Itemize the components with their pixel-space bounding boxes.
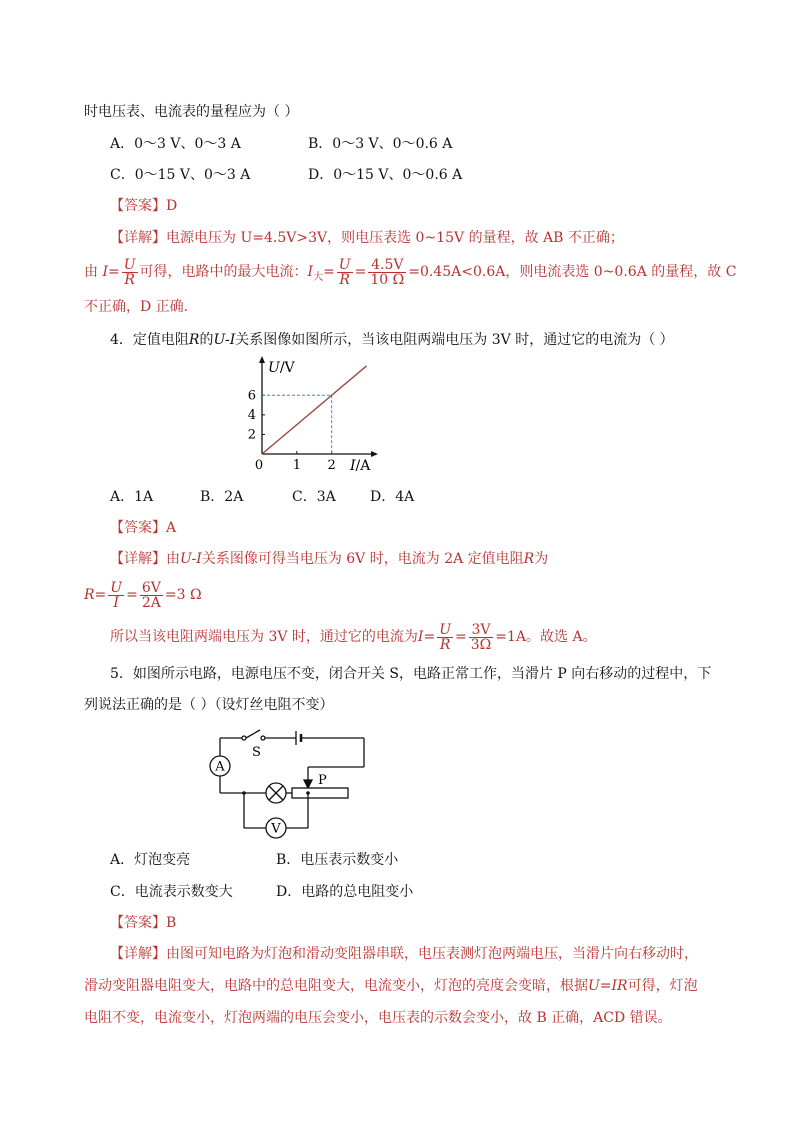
y-axis-arrow-icon [259,356,265,363]
q5-answer [110,913,176,933]
detail-text: =0.45A<0.6A，则电流表选 0~0.6A 的量程，故 C [408,264,737,280]
rheostat-icon [292,788,348,798]
switch-blade-icon [246,730,260,738]
answer-value: A [166,520,177,536]
y-tick-label: 6 [247,388,256,404]
x-axis-label: I/A [350,458,371,474]
detail-text: 电源电压为 U=4.5V>3V，则电压表选 0~15V 的量程，故 AB 不正确； [166,230,624,246]
switch-label: S [252,745,261,760]
q4-option-a: A．1A [110,489,154,505]
q4-detail-line3: 所以当该电阻两端电压为 3V 时，通过它的电流为I= $\frac{U}{R}$ = $\frac{3V}{3\Omega}$ =1A。故选 A。 [110,621,597,653]
var-i: I [102,264,108,280]
switch-contact [242,736,246,740]
x-axis-arrow-icon [371,451,378,457]
fraction-6v-over-2a: $\frac{6V}{2A}$ [141,579,161,611]
fraction-values: $\frac{4.5V}{10 \Omega}$ [370,256,405,288]
detail-text: 由 [84,264,98,280]
q4-answer [110,518,176,538]
fraction-u-over-r-2: $\frac{U}{R}$ [338,256,351,288]
fraction-3v-over-3ohm: $\frac{3V}{3\Omega}$ [470,621,492,653]
y-tick-label: 2 [247,427,256,443]
q3-answer [110,196,177,216]
q4-option-b: B．2A [200,489,244,505]
junction-dot [242,791,246,795]
ammeter-label: A [215,759,225,775]
q3-stem-tail: 时电压表、电流表的量程应为（ ） [84,104,299,120]
voltmeter-label: V [271,821,281,837]
x-tick-label: 2 [327,458,336,473]
q4-option-c: C．3A [292,489,336,505]
subscript-max: 大 [313,271,324,283]
ui-graph [240,356,380,474]
q5-detail-line1: 【详解】由图可知电路为灯泡和滑动变阻器串联，电压表测灯泡两端电压，当滑片向右移动时， [110,946,698,962]
x-tick-label: 0 [254,458,264,473]
q5-option-d: D．电路的总电阻变小 [276,884,414,900]
q4-stem: 4．定值电阻R的U-I关系图像如图所示，当该电阻两端电压为 3V 时，通过它的电流为（ ） [110,332,674,348]
series-line [262,366,367,454]
slider-arrow-icon [304,780,312,788]
equals-sign: = [107,264,120,280]
answer-value: D [166,198,178,214]
q3-option-a: A．0～3 V、0～3 A [110,136,241,152]
slider-label: P [318,773,327,788]
answer-tag: 【答案】 [110,520,166,536]
y-tick-label: 4 [247,407,256,423]
detail-tag: 【详解】 [110,230,166,246]
q5-option-a: A．灯泡变亮 [110,852,191,868]
answer-tag: 【答案】 [110,198,166,214]
q5-stem-line2: 列说法正确的是（ ）（设灯丝电阻不变） [84,697,334,713]
answer-tag: 【答案】 [110,915,166,931]
q4-option-d: D．4A [370,489,415,505]
q3-option-b: B．0～3 V、0～0.6 A [308,136,453,152]
q4-detail-line1: 【详解】由U-I关系图像可得当电压为 6V 时，电流为 2A 定值电阻R为 [110,551,549,567]
fraction-u-over-r-3: $\frac{U}{R}$ [439,621,451,653]
q5-option-b: B．电压表示数变小 [276,852,399,868]
q5-detail-line3: 电阻不变，电流变小，灯泡两端的电压会变小，电压表的示数会变小，故 B 正确，ACD 错误。 [84,1010,672,1026]
detail-tag: 【详解】 [110,551,166,567]
q3-detail-line1 [110,228,624,248]
q3-detail-line2: 由 I= $\frac{U}{R}$ 可得，电路中的最大电流：$I_大=$ $\frac{U}{R}$ = $\frac{4.5V}{10 \Omega}$ =0.45A<0.6A，则电流表选 0~0.6A 的量程，故 C [84,256,737,288]
q5-detail-line2: 滑动变阻器电阻变大，电路中的总电阻变大，电流变小，灯泡的亮度会变暗，根据U=IR可得，灯泡 [84,978,698,994]
var-i-max: I [307,264,314,280]
detail-tag: 【详解】 [110,946,166,962]
q3-option-c: C．0～15 V、0～3 A [110,167,251,183]
q3-detail-line3: 不正确，D 正确． [84,299,198,315]
fraction-u-over-i: $\frac{U}{I}$ [110,579,123,611]
q5-option-c: C．电流表示数变大 [110,884,233,900]
q3-option-d: D．0～15 V、0～0.6 A [308,167,463,183]
fraction-u-over-r: $\frac{U}{R}$ [123,256,136,288]
detail-text: 可得，电路中的最大电流： [139,264,308,280]
answer-value: B [166,915,177,931]
circuit-diagram [208,722,368,840]
junction-dot [306,791,310,795]
q5-stem-line1: 5．如图所示电路，电源电压不变，闭合开关 S，电路正常工作，当滑片 P 向右移动的过程中，下 [110,666,712,682]
x-tick-label: 1 [292,458,301,473]
y-axis-label: U/V [268,360,295,376]
q4-formula: R= $\frac{U}{I}$ = $\frac{6V}{2A}$ =3 Ω [84,579,202,611]
